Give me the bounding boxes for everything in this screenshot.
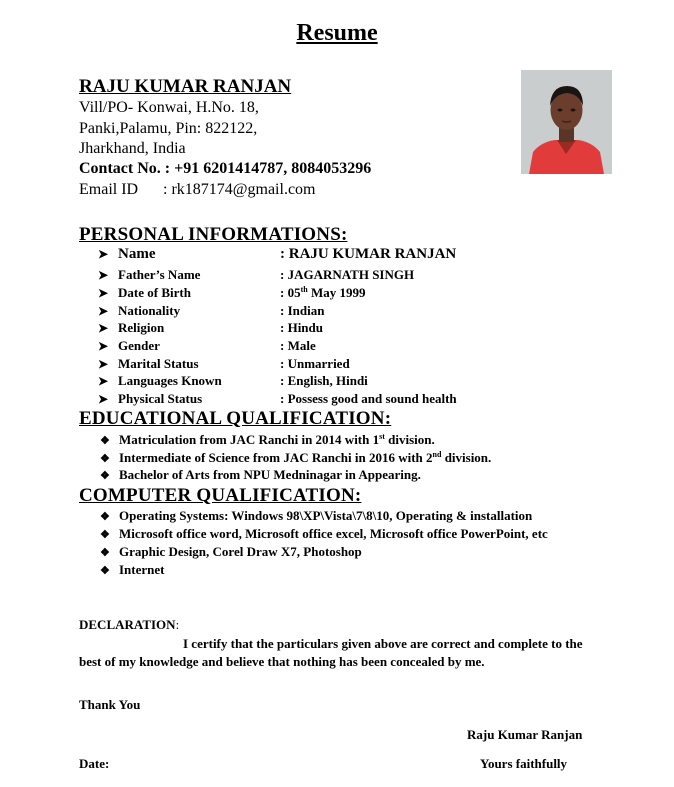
address-line-2: Panki,Palamu, Pin: 822122, — [79, 120, 258, 137]
document-title: Resume — [296, 20, 378, 46]
profile-photo — [521, 70, 612, 174]
personal-row-label: Date of Birth — [118, 285, 191, 300]
computer-text: Microsoft office word, Microsoft office excel, Microsoft office PowerPoint, etc — [119, 526, 548, 541]
personal-row-label: Name — [118, 246, 156, 262]
diamond-bullet-icon: ❖ — [100, 470, 110, 482]
diamond-bullet-icon: ❖ — [100, 435, 110, 447]
education-superscript: nd — [432, 450, 442, 459]
education-text: Bachelor of Arts from NPU Medninagar in Appearing. — [119, 467, 421, 482]
personal-row-value: : Hindu — [280, 320, 323, 335]
contact-numbers: Contact No. : +91 6201414787, 8084053296 — [79, 160, 372, 177]
arrow-bullet-icon: ➤ — [98, 357, 109, 371]
personal-row-value: : 05 — [280, 285, 301, 300]
diamond-bullet-icon: ❖ — [100, 547, 110, 559]
personal-row-gender — [98, 338, 316, 354]
date-label: Date: — [79, 756, 110, 771]
computer-text: Operating Systems: Windows 98\XP\Vista\7\8\10, Operating & installation — [119, 508, 533, 523]
declaration-line-2: best of my knowledge and believe that nothing has been concealed by me. — [79, 654, 485, 669]
dob-superscript: th — [300, 285, 308, 294]
personal-row-dob — [98, 285, 366, 301]
arrow-bullet-icon: ➤ — [98, 247, 109, 261]
address-line-3: Jharkhand, India — [79, 140, 186, 157]
personal-row-label: Languages Known — [118, 373, 222, 388]
personal-row-value: : Possess good and sound health — [280, 391, 457, 406]
arrow-bullet-icon: ➤ — [98, 304, 109, 318]
education-item — [100, 450, 491, 466]
personal-row-physical — [98, 391, 457, 407]
computer-item — [100, 526, 548, 542]
signature-name: Raju Kumar Ranjan — [467, 727, 583, 742]
personal-row-label: Father’s Name — [118, 267, 201, 282]
diamond-bullet-icon: ❖ — [100, 511, 110, 523]
personal-row-value: : JAGARNATH SINGH — [280, 267, 415, 282]
personal-row-label: Physical Status — [118, 391, 203, 406]
arrow-bullet-icon: ➤ — [98, 321, 109, 335]
arrow-bullet-icon: ➤ — [98, 392, 109, 406]
personal-row-value: : English, Hindi — [280, 373, 368, 388]
personal-info-heading: PERSONAL INFORMATIONS: — [79, 224, 348, 245]
personal-row-label: Marital Status — [118, 356, 199, 371]
declaration-line-1: I certify that the particulars given above are correct and complete to the — [183, 636, 583, 651]
diamond-bullet-icon: ❖ — [100, 565, 110, 577]
personal-row-label: Gender — [118, 338, 160, 353]
education-item — [100, 467, 421, 483]
personal-row-name — [98, 246, 456, 263]
computer-text: Graphic Design, Corel Draw X7, Photoshop — [119, 544, 362, 559]
declaration-heading — [79, 617, 179, 633]
email-value: : rk187174@gmail.com — [163, 181, 316, 198]
arrow-bullet-icon: ➤ — [98, 268, 109, 282]
arrow-bullet-icon: ➤ — [98, 374, 109, 388]
diamond-bullet-icon: ❖ — [100, 453, 110, 465]
computer-text: Internet — [119, 562, 165, 577]
education-text-rest: division. — [441, 450, 492, 465]
thank-you: Thank You — [79, 697, 141, 712]
personal-row-nationality — [98, 303, 324, 319]
personal-row-value: : Male — [280, 338, 316, 353]
personal-row-father — [98, 267, 414, 283]
arrow-bullet-icon: ➤ — [98, 339, 109, 353]
personal-row-label: Nationality — [118, 303, 181, 318]
email-label: Email ID — [79, 181, 139, 198]
address-line-1: Vill/PO- Konwai, H.No. 18, — [79, 99, 259, 116]
personal-row-label: Religion — [118, 320, 165, 335]
computer-heading: COMPUTER QUALIFICATION: — [79, 485, 362, 506]
personal-row-value: : RAJU KUMAR RANJAN — [280, 246, 457, 262]
personal-row-languages — [98, 373, 368, 389]
computer-item — [100, 562, 165, 578]
applicant-name-heading: RAJU KUMAR RANJAN — [79, 76, 292, 97]
diamond-bullet-icon: ❖ — [100, 529, 110, 541]
personal-row-value: : Indian — [280, 303, 325, 318]
declaration-colon: : — [175, 617, 180, 632]
declaration-label: DECLARATION — [79, 617, 176, 632]
yours-faithfully: Yours faithfully — [480, 756, 568, 771]
education-item — [100, 432, 435, 448]
education-text: Intermediate of Science from JAC Ranchi in 2016 with 2 — [119, 450, 433, 465]
person-photo-icon — [521, 70, 612, 174]
personal-row-value: : Unmarried — [280, 356, 350, 371]
personal-row-religion — [98, 320, 323, 336]
education-superscript: st — [379, 432, 385, 441]
computer-item — [100, 544, 362, 560]
education-heading: EDUCATIONAL QUALIFICATION: — [79, 408, 392, 429]
email-row — [79, 181, 316, 199]
personal-row-value-rest: May 1999 — [307, 285, 366, 300]
arrow-bullet-icon: ➤ — [98, 286, 109, 300]
education-text: Matriculation from JAC Ranchi in 2014 with 1 — [119, 432, 380, 447]
computer-item — [100, 508, 532, 524]
education-text-rest: division. — [384, 432, 435, 447]
personal-row-marital — [98, 356, 350, 372]
